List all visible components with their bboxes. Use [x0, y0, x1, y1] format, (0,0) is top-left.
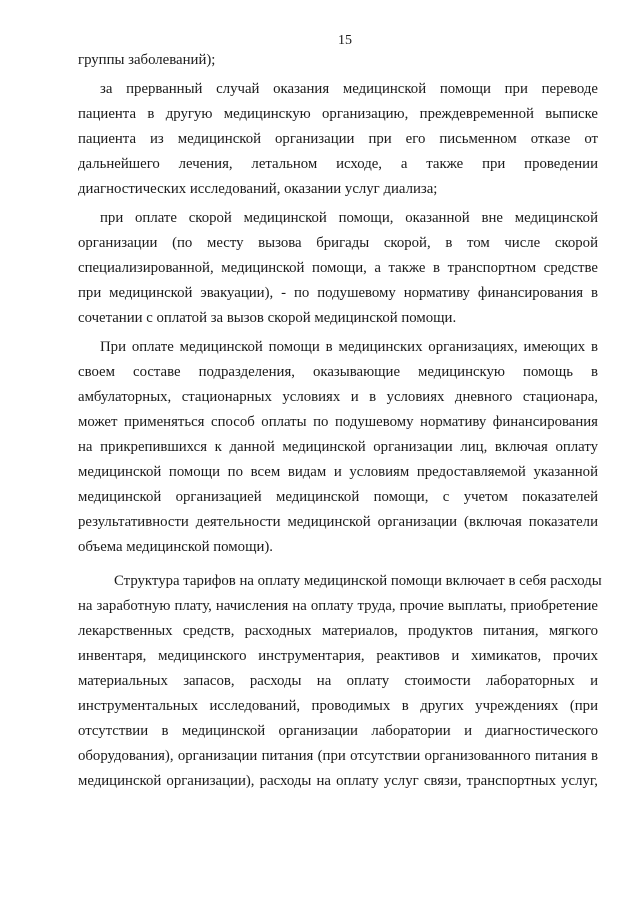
text-line: специализированной, медицинской помощи, а также в транспортном средстве [78, 260, 598, 276]
text-line: пациента в другую медицинскую организацию, преждевременной выписке [78, 106, 598, 122]
text-line: При оплате медицинской помощи в медицинских организациях, имеющих в [100, 339, 598, 355]
text-line: отсутствии в медицинской организации лаборатории и диагностического [78, 723, 598, 739]
text-line: сочетании с оплатой за вызов скорой медицинской помощи. [78, 310, 457, 326]
paragraph [78, 206, 598, 331]
text-line: Структура тарифов на оплату медицинской помощи включает в себя расходы [114, 573, 602, 589]
text-line: дальнейшего лечения, летальном исходе, а также при проведении [78, 156, 598, 172]
text-line: лекарственных средств, расходных материалов, продуктов питания, мягкого [78, 623, 598, 639]
text-line: на заработную плату, начисления на оплату труда, прочие выплаты, приобретение [78, 598, 598, 614]
text-line: медицинской организации), расходы на оплату услуг связи, транспортных услуг, [78, 773, 598, 789]
page-number: 15 [338, 33, 352, 48]
paragraph [78, 569, 602, 794]
text-line: диагностических исследований, оказании услуг диализа; [78, 181, 438, 197]
text-line: медицинской помощи по всем видам и условиям предоставляемой указанной [78, 464, 598, 480]
text-line: результативности деятельности медицинской организации (включая показатели [78, 514, 598, 530]
text-line: медицинской организацией медицинской помощи, с учетом показателей [78, 489, 598, 505]
paragraph [78, 335, 598, 560]
text-line: объема медицинской помощи). [78, 539, 274, 555]
document-page [78, 0, 602, 905]
text-line: на прикрепившихся к данной медицинской организации лиц, включая оплату [78, 439, 598, 455]
text-line: амбулаторных, стационарных условиях и в условиях дневного стационара, [78, 389, 598, 405]
text-line: организации (по месту вызова бригады скорой, в том числе скорой [78, 235, 598, 251]
text-line: за прерванный случай оказания медицинской помощи при переводе [100, 81, 598, 97]
text-line: может применяться способ оплаты по подушевому нормативу финансирования [78, 414, 598, 430]
text-line: инструментальных исследований, проводимых в других учреждениях (при [78, 698, 598, 714]
document-body [78, 48, 602, 794]
text-line: при медицинской эвакуации), - по подушевому нормативу финансирования в [78, 285, 598, 301]
text-line: при оплате скорой медицинской помощи, оказанной вне медицинской [100, 210, 598, 226]
text-line: своем составе подразделения, оказывающие медицинскую помощь в [78, 364, 598, 380]
paragraph [78, 48, 598, 73]
text-line: пациента из медицинской организации при его письменном отказе от [78, 131, 598, 147]
paragraph [78, 77, 598, 202]
text-line: инвентаря, медицинского инструментария, реактивов и химикатов, прочих [78, 648, 598, 664]
text-line: группы заболеваний); [78, 52, 216, 68]
text-line: оборудования), организации питания (при отсутствии организованного питания в [78, 748, 598, 764]
text-line: материальных запасов, расходы на оплату стоимости лабораторных и [78, 673, 598, 689]
